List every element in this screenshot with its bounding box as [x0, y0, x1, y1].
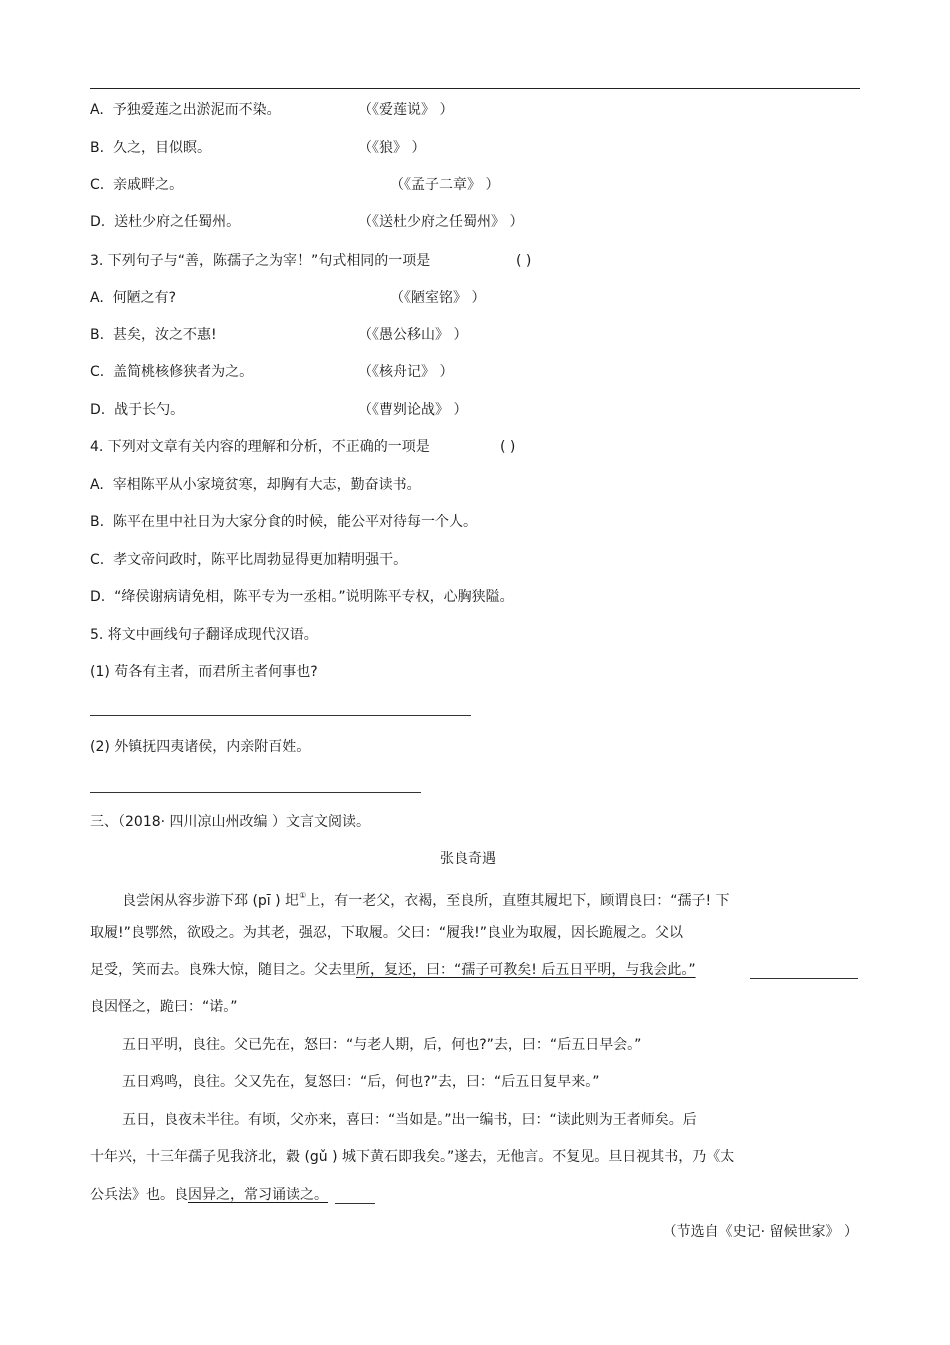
option-label: D.: [90, 589, 106, 605]
option-text: 何陋之有?: [112, 290, 177, 306]
option-text: 予独爱莲之出淤泥而不染。: [112, 102, 281, 118]
underline-extension: [335, 1203, 375, 1204]
underlined-sentence: 因异之，常习诵读之。: [188, 1187, 328, 1203]
option-text: 孝文帝问政时，陈平比周勃显得更加精明强干。: [113, 552, 408, 568]
passage-text: 足受，笑而去。良殊大惊，随目之。父去里: [90, 962, 356, 978]
q3-option-c-source: （《核舟记》 ）: [358, 364, 454, 380]
q4-option-b: [90, 512, 477, 532]
q4-option-c: [90, 550, 407, 570]
option-label: B.: [90, 514, 105, 530]
q3-option-d-source: （《曹刿论战》 ）: [358, 402, 468, 418]
passage-text: 公兵法》也。良: [90, 1187, 188, 1203]
option-label: D.: [90, 214, 106, 230]
q3-option-b: [90, 325, 217, 345]
q3-stem: 3. 下列句子与“善，陈孺子之为宰！”句式相同的一项是: [90, 253, 431, 269]
option-text: 甚矣，汝之不惠!: [112, 327, 217, 343]
option-label: C.: [90, 364, 105, 380]
q2-option-b: [90, 138, 211, 158]
option-text: 战于长勺。: [114, 402, 185, 418]
q5-stem: 5. 将文中画线句子翻译成现代汉语。: [90, 627, 318, 643]
passage-line-2: 取履!”良鄂然，欲殴之。为其老，强忍，下取履。父曰：“履我!”良业为取履，因长跪履之。父以: [90, 925, 683, 941]
passage-line-1: [122, 886, 730, 911]
q4-option-d: [90, 587, 514, 607]
option-label: A.: [90, 477, 104, 493]
passage-line-3: [90, 960, 696, 980]
passage-line-6: 五日鸡鸣，良往。父又先在，复怒曰：“后，何也?”去，曰：“后五日复早来。”: [122, 1074, 600, 1090]
q3-option-a: [90, 288, 176, 308]
answer-blank-1[interactable]: [90, 715, 471, 716]
option-label: C.: [90, 177, 105, 193]
q3-option-b-source: （《愚公移山》 ）: [358, 327, 468, 343]
q2-option-b-source: （《狼》 ）: [358, 140, 426, 156]
q2-option-c: [90, 175, 183, 195]
answer-blank-2[interactable]: [90, 792, 421, 793]
top-rule: [90, 88, 860, 89]
q2-option-d: [90, 212, 240, 232]
q3-option-c: [90, 362, 253, 382]
q3-option-d: [90, 400, 184, 420]
passage-line-7: 五日，良夜未半往。有顷，父亦来，喜曰：“当如是。”出一编书，曰：“读此则为王者师矣。后: [122, 1112, 697, 1128]
option-text: “绛侯谢病请免相，陈平专为一丞相。”说明陈平专权，心胸狭隘。: [114, 589, 514, 605]
passage-source: （节选自《史记· 留候世家》 ）: [662, 1224, 858, 1240]
q2-option-a-source: （《爱莲说》 ）: [358, 102, 454, 118]
option-text: 盖简桃核修狭者为之。: [113, 364, 254, 380]
option-label: B.: [90, 327, 105, 343]
q4-option-a: [90, 475, 421, 495]
section-heading: 三、（2018· 四川凉山州改编 ）文言文阅读。: [90, 814, 370, 830]
option-text: 久之，目似瞑。: [112, 140, 211, 156]
option-label: C.: [90, 552, 105, 568]
q2-option-a: [90, 100, 281, 120]
q3-option-a-source: （《陋室铭》 ）: [390, 290, 486, 306]
passage-line-9: [90, 1185, 328, 1205]
option-text: 陈平在里中社日为大家分食的时候，能公平对待每一个人。: [112, 514, 477, 530]
q2-option-c-source: （《孟子二章》 ）: [390, 177, 500, 193]
passage-line-4: 良因怪之，跪曰：“诺。”: [90, 999, 238, 1015]
passage-text: 上，有一老父，衣褐，至良所，直堕其履圯下，顾谓良曰：“孺子! 下: [306, 893, 730, 909]
passage-title: 张良奇遇: [440, 851, 496, 867]
option-label: A.: [90, 102, 104, 118]
underlined-sentence: 所，复还，曰：“孺子可教矣! 后五日平明，与我会此。”: [356, 962, 696, 978]
passage-line-8: 十年兴，十三年孺子见我济北，縠 (gǔ ) 城下黄石即我矣。”遂去，无他言。不复见。旦日视其书，乃《太: [90, 1149, 735, 1165]
option-label: B.: [90, 140, 105, 156]
q4-answer-bracket: ( ): [500, 439, 516, 455]
passage-text: 良尝闲从容步游下邳 (pī ) 圯: [122, 893, 300, 909]
q3-answer-bracket: ( ): [516, 253, 532, 269]
q4-stem: 4. 下列对文章有关内容的理解和分析，不正确的一项是: [90, 439, 430, 455]
q2-option-d-source: （《送杜少府之任蜀州》 ）: [358, 214, 524, 230]
q5-item-1: (1) 苟各有主者，而君所主者何事也?: [90, 664, 318, 680]
passage-line-5: 五日平明，良往。父已先在，怒曰：“与老人期，后，何也?”去，曰：“后五日早会。”: [122, 1037, 642, 1053]
q5-item-2: (2) 外镇抚四夷诸侯，内亲附百姓。: [90, 739, 311, 755]
option-text: 亲戚畔之。: [113, 177, 184, 193]
option-text: 送杜少府之任蜀州。: [114, 214, 241, 230]
footnote-marker: ①: [299, 891, 307, 900]
option-label: D.: [90, 402, 106, 418]
underline-extension: [750, 978, 858, 979]
option-text: 宰相陈平从小家境贫寒，却胸有大志，勤奋读书。: [112, 477, 421, 493]
option-label: A.: [90, 290, 104, 306]
